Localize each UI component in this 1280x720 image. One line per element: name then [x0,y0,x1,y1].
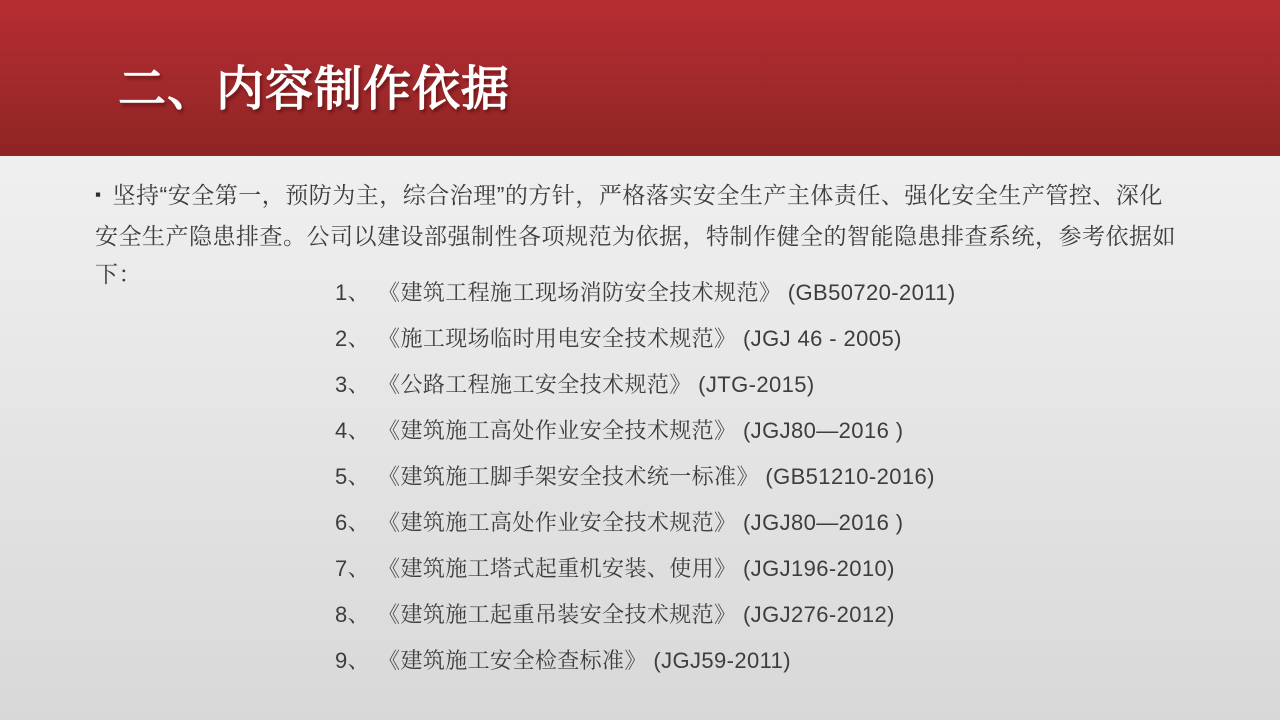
list-item [335,544,956,590]
list-item [335,498,956,544]
list-item-text: 《公路工程施工安全技术规范》 (JTG-2015) [378,371,815,397]
list-item-text: 《建筑施工脚手架安全技术统一标准》 (GB51210-2016) [378,463,935,489]
list-item-text: 《建筑施工塔式起重机安装、使用》 (JGJ196-2010) [378,555,895,581]
references-list [335,268,956,682]
list-item [335,406,956,452]
header-banner [0,0,1280,156]
list-item-text: 《建筑施工安全检查标准》 (JGJ59-2011) [378,647,792,673]
list-item-number: 8、 [335,601,371,627]
list-item [335,590,956,636]
list-item-number: 2、 [335,325,371,351]
list-item-number: 3、 [335,371,371,397]
list-item-number: 6、 [335,509,371,535]
slide-title: 二、内容制作依据 [118,63,511,116]
square-bullet-icon: ▪ [95,185,102,204]
list-item-number: 5、 [335,463,371,489]
list-item-text: 《建筑施工高处作业安全技术规范》 (JGJ80—2016 ) [378,417,904,443]
intro-text: 坚持“安全第一，预防为主，综合治理”的方针，严格落实安全生产主体责任、强化安全生产管控、深化安全生产隐患排查。公司以建设部强制性各项规范为依据，特制作健全的智能隐患排查系统，参考依据如下： [95,182,1176,287]
list-item-number: 9、 [335,647,371,673]
list-item-number: 1、 [335,279,371,305]
list-item-text: 《施工现场临时用电安全技术规范》 (JGJ 46 - 2005) [378,325,902,351]
list-item-number: 7、 [335,555,371,581]
slide-body [0,156,1280,720]
list-item-text: 《建筑工程施工现场消防安全技术规范》 (GB50720-2011) [378,279,956,305]
list-item-text: 《建筑施工高处作业安全技术规范》 (JGJ80—2016 ) [378,509,904,535]
list-item [335,636,956,682]
list-item-number: 4、 [335,417,371,443]
list-item [335,360,956,406]
list-item [335,452,956,498]
list-item [335,268,956,314]
list-item [335,314,956,360]
list-item-text: 《建筑施工起重吊装安全技术规范》 (JGJ276-2012) [378,601,895,627]
